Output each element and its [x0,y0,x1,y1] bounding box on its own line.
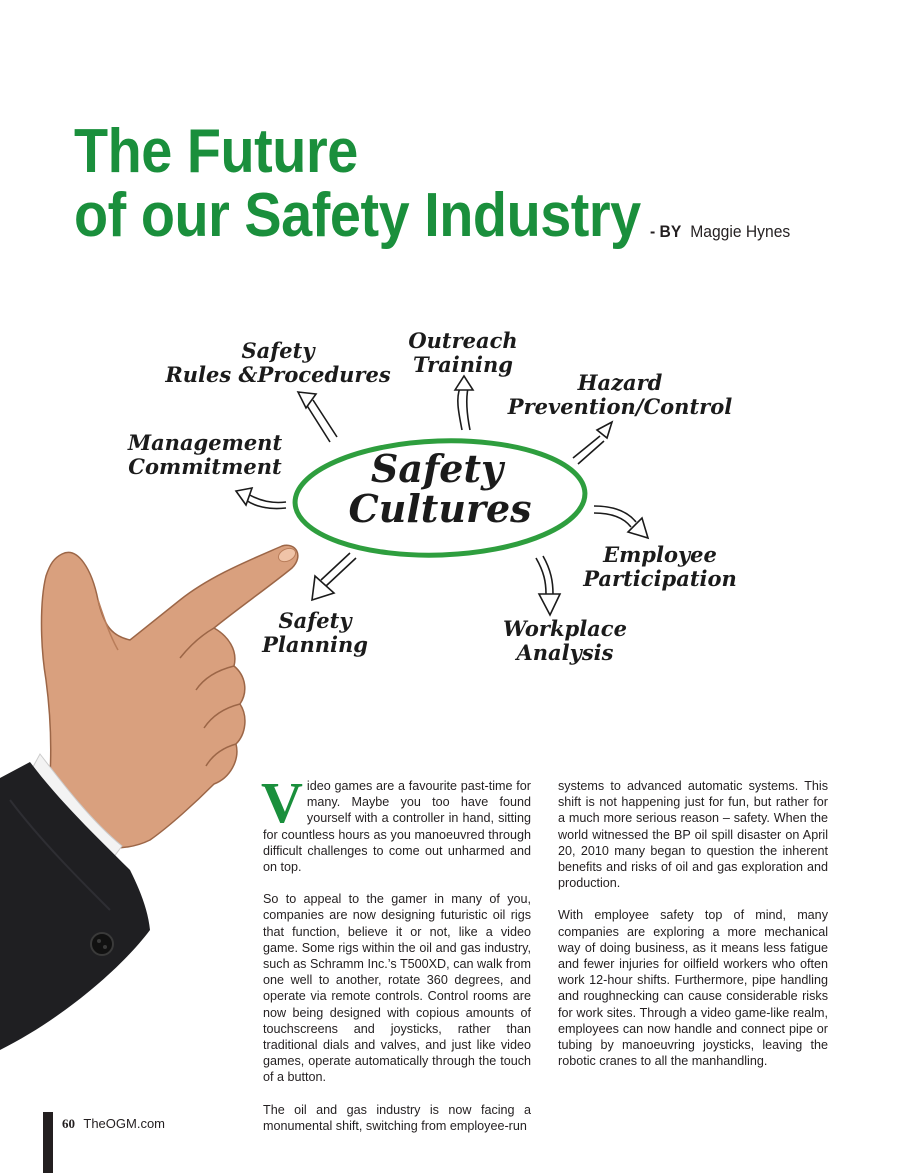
body-column-2 [558,778,828,1085]
site-name: TheOGM.com [83,1116,166,1131]
page-number: 60 [62,1116,75,1131]
article-title [74,117,641,250]
paragraph-5: With employee safety top of mind, many companies are exploring a more mechanical way of doing business, as it means less fatigue and fewer injuries for oilfield workers who often work 12-hour shifts. Furthermore, pipe handling and roughnecking can cause considerable risks for work sites. Through a video game-like realm, employees can now handle and connect pipe or tubing by manoeuvring joysticks, leaving the robotic cranes to all the manhandling. [558,908,828,1069]
paragraph-1-text: ideo games are a favourite past-time for many. Maybe you too have found yourself with a controller in hand, sitting for countless hours as you manoeuvred through difficult challenges to come out unharmed and on top. [263,779,531,875]
center-label-line-2: Cultures [348,486,532,531]
label-employee-2: Participation [583,566,737,591]
arrow-planning [312,553,356,600]
label-workplace-1: Workplace [503,616,627,641]
label-safety-rules-1: Safety [241,338,315,363]
body-column-1 [261,770,531,1150]
paragraph-3: The oil and gas industry is now facing a monumental shift, switching from employee-run [263,1102,531,1133]
paragraph-4: systems to advanced automatic systems. This shift is not happening just for fun, but rather for a much more serious reason – safety. When the world witnessed the BP oil spill disaster on April 20, 2010 many began to question the inherent benefits and risks of oil and gas exploration and production. [558,779,828,891]
by-label: - BY [650,222,682,241]
label-management-2: Commitment [128,454,282,479]
title-line-2: of our Safety Industry [74,181,641,250]
arrow-outreach [455,376,473,430]
paragraph-2: So to appeal to the gamer in many of you, companies are now designing futuristic oil rigs that function, believe it or not, like a video game. Some rigs within the oil and gas industry, such as Schramm Inc.’s T500XD, can walk from one well to another, rotate 360 degrees, and operate via remote controls. Control rooms are now being designed with copious amounts of touchscreens and joysticks, rather than traditional dials and valves, and just like video games, operate automatically through the touch of a button. [263,892,531,1085]
hand-palm [42,545,298,848]
paragraph-1 [261,770,531,875]
drop-cap: V [261,770,303,835]
arrow-management [236,488,286,509]
label-employee-1: Employee [603,542,717,567]
label-planning-1: Safety [278,608,352,633]
arrow-hazard [573,422,612,464]
arrow-workplace [536,556,560,615]
label-workplace-2: Analysis [516,640,614,665]
label-outreach-2: Training [413,352,513,377]
page-footer [62,1116,165,1132]
arrow-employee [594,506,648,538]
title-line-1: The Future [74,117,358,186]
byline [650,222,790,242]
center-label-line-1: Safety [370,446,504,491]
label-hazard-2: Prevention/Control [507,394,733,419]
label-outreach-1: Outreach [408,328,518,353]
footer-bar [43,1112,53,1173]
label-hazard-1: Hazard [577,370,663,395]
author-name: Maggie Hynes [690,222,791,241]
label-management-1: Management [127,430,283,455]
label-safety-rules-2: Rules &Procedures [165,362,391,387]
arrow-rules [298,392,337,442]
sleeve-button [91,933,113,955]
label-planning-2: Planning [262,632,368,657]
